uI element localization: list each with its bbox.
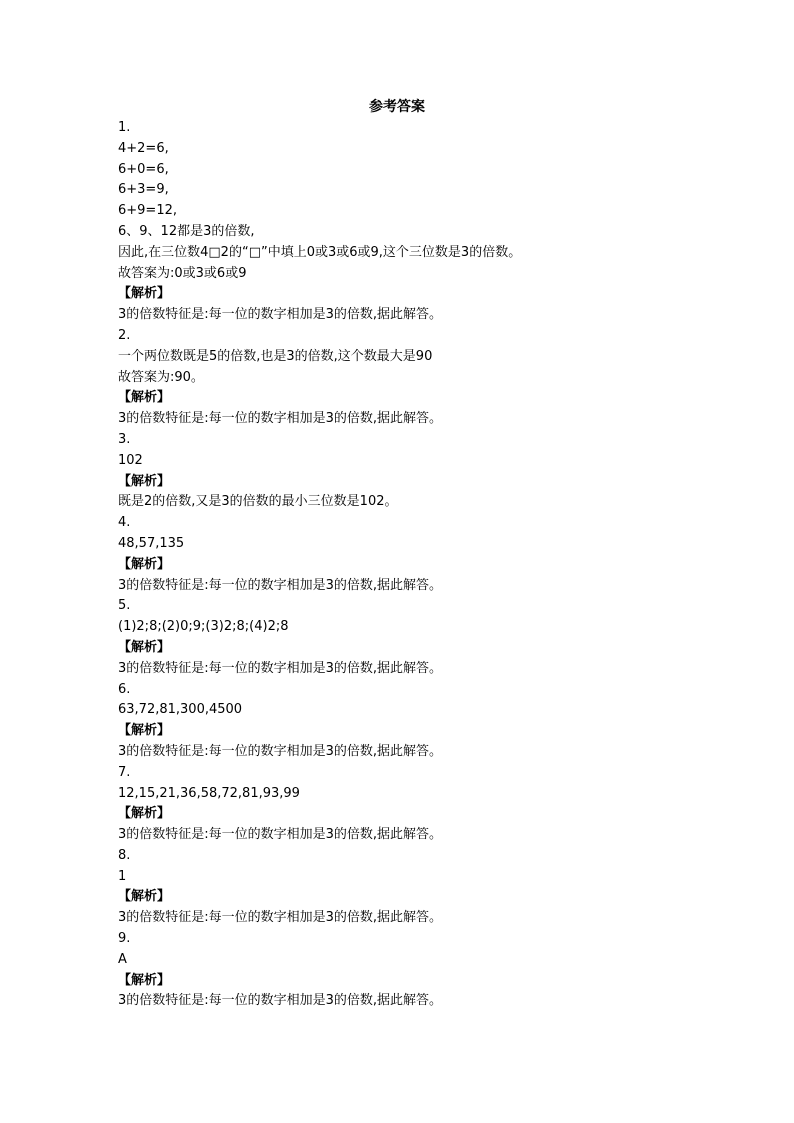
- answer-item-3: [118, 430, 758, 513]
- answer-line: 1: [118, 868, 127, 884]
- answer-line: 63,72,81,300,4500: [118, 702, 243, 718]
- analysis-heading: 【解析】: [118, 639, 171, 655]
- answer-number: 2.: [118, 327, 131, 343]
- answer-number: 4.: [118, 515, 131, 531]
- answer-item-5: [118, 596, 758, 679]
- answer-line: 6+9=12,: [118, 203, 178, 219]
- answer-item-1: [118, 118, 758, 326]
- analysis-text: 3的倍数特征是:每一位的数字相加是3的倍数,据此解答。: [118, 660, 443, 676]
- answer-line: 一个两位数既是5的倍数,也是3的倍数,这个数最大是90: [118, 348, 433, 364]
- analysis-heading: 【解析】: [118, 972, 171, 988]
- analysis-heading: 【解析】: [118, 390, 171, 406]
- analysis-text: 既是2的倍数,又是3的倍数的最小三位数是102。: [118, 494, 398, 510]
- answer-line: 102: [118, 452, 143, 468]
- analysis-heading: 【解析】: [118, 723, 171, 739]
- answer-number: 7.: [118, 764, 131, 780]
- answer-line: 6、9、12都是3的倍数,: [118, 223, 255, 239]
- answer-line: 因此,在三位数4□2的“□”中填上0或3或6或9,这个三位数是3的倍数。: [118, 244, 522, 260]
- analysis-heading: 【解析】: [118, 286, 171, 302]
- answer-line: 故答案为:0或3或6或9: [118, 265, 247, 281]
- analysis-text: 3的倍数特征是:每一位的数字相加是3的倍数,据此解答。: [118, 743, 443, 759]
- answer-number: 8.: [118, 847, 131, 863]
- analysis-text: 3的倍数特征是:每一位的数字相加是3的倍数,据此解答。: [118, 577, 443, 593]
- analysis-text: 3的倍数特征是:每一位的数字相加是3的倍数,据此解答。: [118, 827, 443, 843]
- answer-line: 故答案为:90。: [118, 369, 204, 385]
- analysis-text: 3的倍数特征是:每一位的数字相加是3的倍数,据此解答。: [118, 411, 443, 427]
- answer-line: A: [118, 951, 127, 967]
- answer-line: 48,57,135: [118, 535, 185, 551]
- analysis-heading: 【解析】: [118, 806, 171, 822]
- answer-number: 6.: [118, 681, 131, 697]
- analysis-text: 3的倍数特征是:每一位的数字相加是3的倍数,据此解答。: [118, 993, 443, 1009]
- answer-number: 5.: [118, 598, 131, 614]
- answer-item-9: [118, 929, 758, 1012]
- analysis-heading: 【解析】: [118, 556, 171, 572]
- answer-number: 9.: [118, 931, 131, 947]
- answer-item-7: [118, 763, 758, 846]
- analysis-text: 3的倍数特征是:每一位的数字相加是3的倍数,据此解答。: [118, 910, 443, 926]
- answer-item-6: [118, 680, 758, 763]
- answer-line: 4+2=6,: [118, 140, 169, 156]
- answer-number: 3.: [118, 431, 131, 447]
- answer-line: 6+3=9,: [118, 182, 169, 198]
- analysis-heading: 【解析】: [118, 473, 171, 489]
- answer-line: (1)2;8;(2)0;9;(3)2;8;(4)2;8: [118, 619, 289, 635]
- answer-list: [118, 118, 758, 1012]
- answer-line: 6+0=6,: [118, 161, 169, 177]
- answer-number: 1.: [118, 120, 131, 135]
- answer-item-4: [118, 513, 758, 596]
- analysis-text: 3的倍数特征是:每一位的数字相加是3的倍数,据此解答。: [118, 307, 443, 323]
- analysis-heading: 【解析】: [118, 889, 171, 905]
- answer-item-8: [118, 846, 758, 929]
- answer-item-2: [118, 326, 758, 430]
- page-title: 参考答案: [369, 99, 425, 115]
- answer-line: 12,15,21,36,58,72,81,93,99: [118, 785, 300, 801]
